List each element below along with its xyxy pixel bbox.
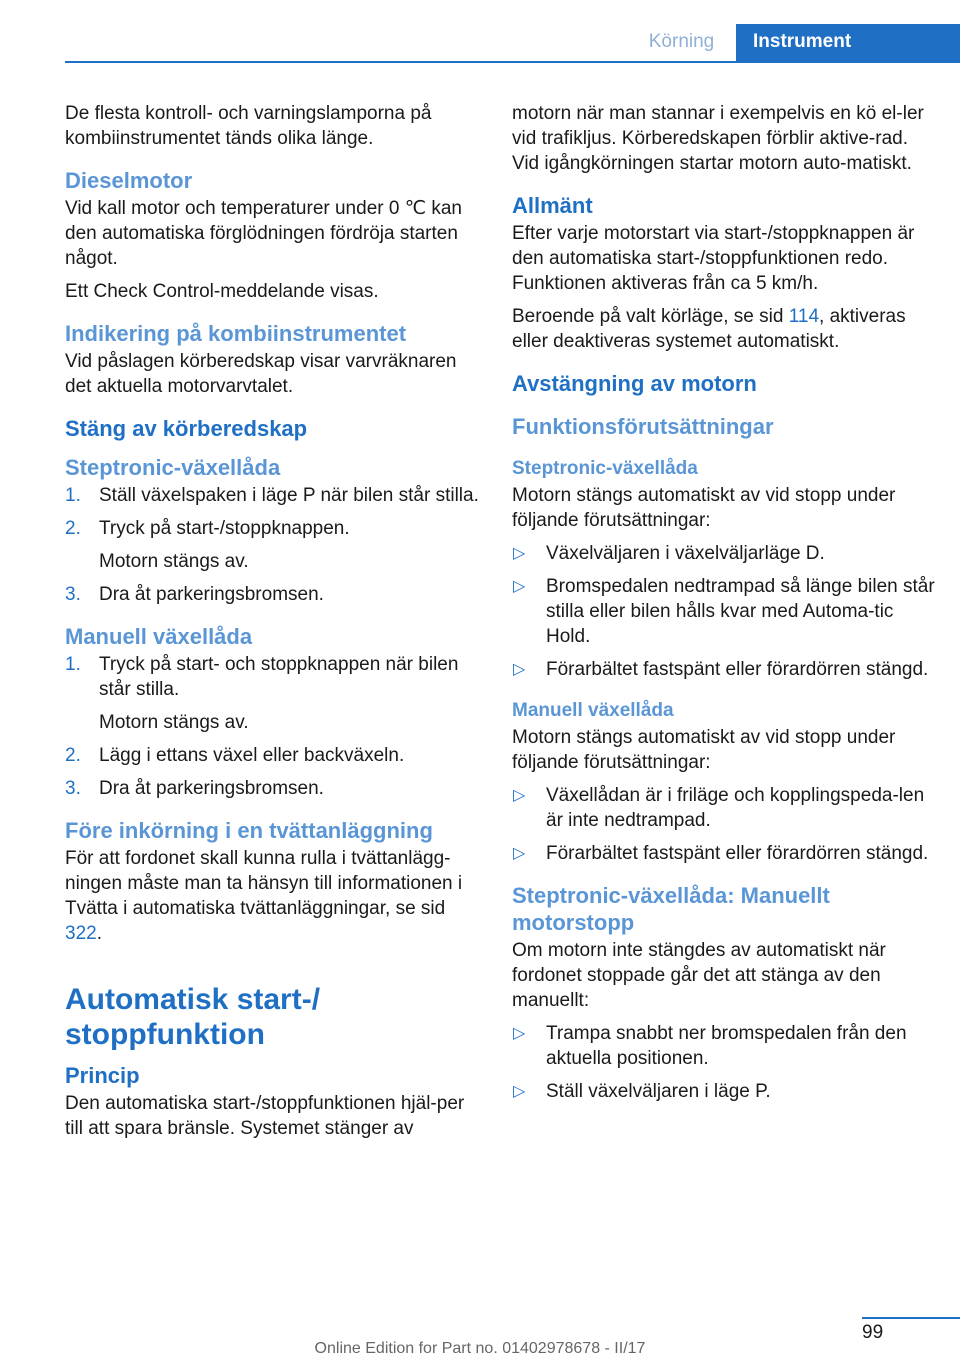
allmant-text-a: Beroende på valt körläge, se sid (512, 306, 789, 327)
diesel-heading: Dieselmotor (65, 168, 193, 193)
princip-heading: Princip (65, 1063, 140, 1088)
fore-paragraph (65, 846, 481, 946)
step-text: Ställ växelspaken i läge P när bilen står stilla. (99, 485, 479, 506)
left-column (65, 101, 481, 1149)
manuell-heading: Manuell växellåda (65, 624, 253, 649)
intro-paragraph: De flesta kontroll- och varningslamporna på kombiinstrumentet tänds olika länge. (65, 103, 432, 149)
bullet-triangle-icon: ▷ (513, 1025, 526, 1042)
allmant-heading: Allmänt (512, 193, 593, 218)
list-item (512, 657, 936, 682)
list-item (65, 582, 481, 607)
bullet-text: Växellådan är i friläge och kopplingspeda-len är inte nedtrampad. (546, 785, 925, 831)
step-number: 3. (65, 778, 81, 799)
step-result: Motorn stängs av. (99, 551, 249, 572)
page-number-text: 99 (862, 1322, 884, 1343)
manuell-steps (65, 652, 481, 801)
list-item (512, 1021, 936, 1071)
manuell-paragraph: Motorn stängs automatiskt av vid stopp under följande förutsättningar: (512, 727, 896, 773)
steptronic-bullets (512, 541, 936, 682)
bullet-triangle-icon: ▷ (513, 845, 526, 862)
bullet-text: Förarbältet fastspänt eller förardörren stängd. (546, 843, 929, 864)
stang-heading: Stäng av körberedskap (65, 416, 308, 441)
step-text: Dra åt parkeringsbromsen. (99, 778, 324, 799)
bullet-text: Ställ växelväljaren i läge P. (546, 1081, 771, 1102)
fore-end: . (96, 923, 102, 944)
bullet-text: Förarbältet fastspänt eller förardörren stängd. (546, 659, 929, 680)
page-link-322[interactable]: 322 (65, 923, 97, 944)
fore-text: För att fordonet skall kunna rulla i tvättanlägg-ningen måste man ta hänsyn till informationen i Tvätta i automatiska tvättanläggningar, se sid (65, 848, 463, 919)
bullet-text: Växelväljaren i växelväljarläge D. (546, 543, 825, 564)
bullet-text: Bromspedalen nedtrampad så länge bilen står stilla eller bilen hålls kvar med Automa-tic Hold. (546, 576, 935, 647)
auto-heading: Automatisk start-/ stoppfunktion (65, 983, 321, 1051)
bullet-triangle-icon: ▷ (513, 661, 526, 678)
footer-edition: Online Edition for Part no. 01402978678 - II/17 (314, 1340, 646, 1357)
manual-stop-heading: Steptronic-växellåda: Manuellt motorstopp (512, 883, 830, 935)
bullet-text: Trampa snabbt ner bromspedalen från den aktuella positionen. (546, 1023, 907, 1069)
allmant-paragraph-2 (512, 304, 936, 354)
step-text: Dra åt parkeringsbromsen. (99, 584, 324, 605)
list-item (65, 776, 481, 801)
current-tab[interactable]: Instrument (736, 24, 960, 63)
bullet-triangle-icon: ▷ (513, 1083, 526, 1100)
princip-paragraph: Den automatiska start-/stoppfunktionen hjäl-per till att spara bränsle. Systemet stänger av (65, 1093, 465, 1139)
funktionsforutsattningar-heading: Funktionsförutsättningar (512, 414, 774, 439)
step-number: 1. (65, 654, 81, 675)
manual-stop-bullets (512, 1021, 936, 1104)
step-text: Tryck på start- och stoppknappen när bilen står stilla. (99, 654, 459, 700)
indikering-paragraph: Vid påslagen körberedskap visar varvräknaren det aktuella motorvarvtalet. (65, 351, 457, 397)
step-text: Lägg i ettans växel eller backväxeln. (99, 745, 405, 766)
manuell-subheading: Manuell växellåda (512, 700, 674, 721)
list-item (65, 483, 481, 508)
manual-stop-paragraph: Om motorn inte stängdes av automatiskt när fordonet stoppade går det att stänga av den manuellt: (512, 940, 886, 1011)
steptronic-heading: Steptronic-växellåda (65, 455, 281, 480)
step-number: 3. (65, 584, 81, 605)
step-result: Motorn stängs av. (99, 712, 249, 733)
allmant-text-b: , aktiveras eller deaktiveras systemet automatiskt. (512, 306, 906, 352)
diesel-paragraph-2: Ett Check Control-meddelande visas. (65, 281, 379, 302)
page-link-114[interactable]: 114 (788, 306, 820, 327)
section-tab[interactable]: Körning (648, 31, 715, 52)
fore-heading: Före inkörning i en tvättanläggning (65, 818, 433, 843)
bullet-triangle-icon: ▷ (513, 787, 526, 804)
list-item (65, 652, 481, 735)
step-number: 2. (65, 518, 81, 539)
list-item (65, 743, 481, 768)
allmant-paragraph-1: Efter varje motorstart via start-/stoppknappen är den automatiska start-/stoppfunktionen redo. Funktionen aktiveras från ca 5 km/h. (512, 223, 915, 294)
manuell-bullets (512, 783, 936, 866)
list-item (512, 574, 936, 649)
bullet-triangle-icon: ▷ (513, 545, 526, 562)
list-item (512, 1079, 936, 1104)
continuation-paragraph: motorn när man stannar i exempelvis en kö el-ler vid trafikljus. Körberedskapen förblir aktive-rad. Vid igångkörningen startar motorn auto-matiskt. (512, 103, 924, 174)
steptronic-paragraph: Motorn stängs automatiskt av vid stopp under följande förutsättningar: (512, 485, 896, 531)
right-column (512, 101, 936, 1112)
step-number: 2. (65, 745, 81, 766)
avstangning-heading: Avstängning av motorn (512, 371, 757, 396)
bullet-triangle-icon: ▷ (513, 578, 526, 595)
indikering-heading: Indikering på kombiinstrumentet (65, 321, 407, 346)
steptronic-steps (65, 483, 481, 607)
steptronic-subheading: Steptronic-växellåda (512, 458, 698, 479)
list-item (65, 516, 481, 574)
list-item (512, 841, 936, 866)
diesel-paragraph-1: Vid kall motor och temperaturer under 0 ℃ kan den automatiska förglödningen fördröja starten något. (65, 198, 462, 269)
list-item (512, 541, 936, 566)
list-item (512, 783, 936, 833)
step-text: Tryck på start-/stoppknappen. (99, 518, 350, 539)
step-number: 1. (65, 485, 81, 506)
